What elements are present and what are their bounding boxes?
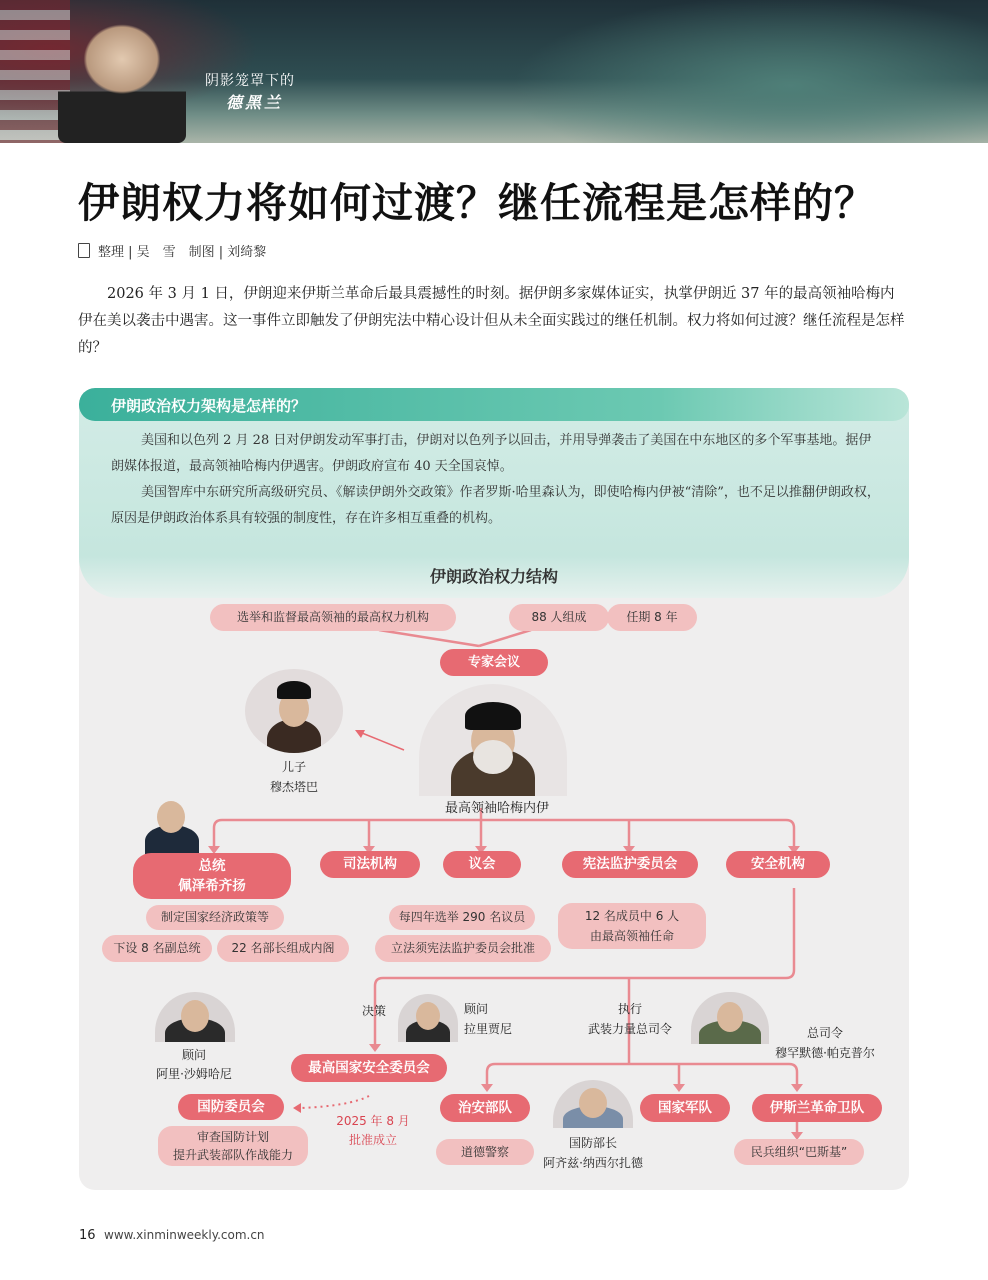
president-role: 总统 [198,858,226,874]
parliament-note-approval: 立法须宪法监护委员会批准 [375,935,551,962]
parliament-note-election: 每四年选举 290 名议员 [389,905,535,930]
pakpour-name: 穆罕默德·帕克普尔 [775,1046,875,1060]
execute-label: 执行 [617,1002,642,1016]
nasirzadeh-name: 阿齐兹·纳西尔扎德 [543,1156,643,1170]
defense-council-box: 国防委员会 [178,1094,284,1120]
assembly-term: 任期 8 年 [607,604,697,631]
establishment-date-note: 2025 年 8 月 批准成立 [336,1114,410,1147]
info-box-paragraph-1: 美国和以色列 2 月 28 日对伊朗发动军事打击，伊朗对以色列予以回击，并用导弹袭击了美国在中东地区的多个军事基地。据伊朗媒体报道，最高领袖哈梅内伊遇害。伊朗政府宣布 40 天全国哀悼。 [111,433,872,474]
president-note-policy: 制定国家经济政策等 [146,905,284,930]
judiciary-box: 司法机构 [320,851,420,878]
police-box: 治安部队 [440,1094,530,1122]
decision-label: 决策 [361,1004,386,1018]
assembly-description: 选举和监督最高领袖的最高权力机构 [210,604,456,631]
intro-paragraph: 2026 年 3 月 1 日，伊朗迎来伊斯兰革命后最具震撼性的时刻。据伊朗多家媒体证实，执掌伊朗近 37 年的最高领袖哈梅内伊在美以袭击中遇害。这一事件立即触发了伊朗宪法中精心设计但从未全面实践过的继任机制。权力将如何过渡？继任流程是怎样的？ [78,286,905,356]
info-box-heading: 伊朗政治权力架构是怎样的？ [111,397,307,415]
page-number: 16 [79,1228,96,1243]
banner-portrait-photo [58,14,186,143]
shamkhani-role: 顾问 [181,1048,206,1062]
header-banner [0,0,988,143]
info-box-paragraph-2: 美国智库中东研究所高级研究员、《解读伊朗外交政策》作者罗斯·哈里森认为，即使哈梅内伊被“清除”，也不足以推翻伊朗政权，原因是伊朗政治体系具有较强的制度性，存在许多相互重叠的机构。 [111,485,880,526]
supreme-leader-label: 最高领袖哈梅内伊 [444,801,549,816]
larijani-role: 顾问 [464,1002,489,1016]
guardian-council-box: 宪法监护委员会 [562,851,698,878]
president-box [133,853,291,899]
guardian-council-note: 12 名成员中 6 人 由最高领袖任命 [558,903,706,949]
morality-police-box: 道德警察 [436,1139,534,1165]
assembly-members: 88 人组成 [509,604,609,631]
snsc-box: 最高国家安全委员会 [291,1054,447,1082]
president-photo [137,793,207,855]
banner-tag-line1: 阴影笼罩下的 [205,73,295,89]
commander-title: 武装力量总司令 [587,1022,672,1036]
byline-text: 整理 | 吴 雪 制图 | 刘绮黎 [98,245,267,260]
shamkhani-name: 阿里·沙姆哈尼 [156,1067,232,1081]
basij-box: 民兵组织“巴斯基” [734,1139,864,1165]
son-role: 儿子 [281,760,306,774]
defense-council-note: 审查国防计划 提升武装部队作战能力 [158,1126,308,1166]
national-army-box: 国家军队 [640,1094,730,1122]
parliament-box: 议会 [443,851,521,878]
pakpour-role: 总司令 [806,1026,843,1040]
footer-url: www.xinminweekly.com.cn [104,1228,265,1242]
nasirzadeh-role: 国防部长 [568,1136,617,1150]
president-note-vp: 下设 8 名副总统 [102,935,212,962]
chart-title: 伊朗政治权力结构 [429,567,558,586]
security-box: 安全机构 [726,851,830,878]
irgc-box: 伊斯兰革命卫队 [752,1094,882,1122]
info-box [79,388,909,1190]
son-name: 穆杰塔巴 [269,780,318,794]
banner-tag-line2: 德黑兰 [226,93,284,112]
president-note-cabinet: 22 名部长组成内阁 [217,935,349,962]
larijani-name: 拉里贾尼 [464,1022,513,1036]
assembly-of-experts: 专家会议 [440,649,548,676]
byline [78,241,266,260]
son-photo [245,669,343,753]
pen-icon [78,243,90,258]
page-title: 伊朗权力将如何过渡？继任流程是怎样的？ [78,179,876,227]
president-name: 佩泽希齐扬 [178,878,246,894]
